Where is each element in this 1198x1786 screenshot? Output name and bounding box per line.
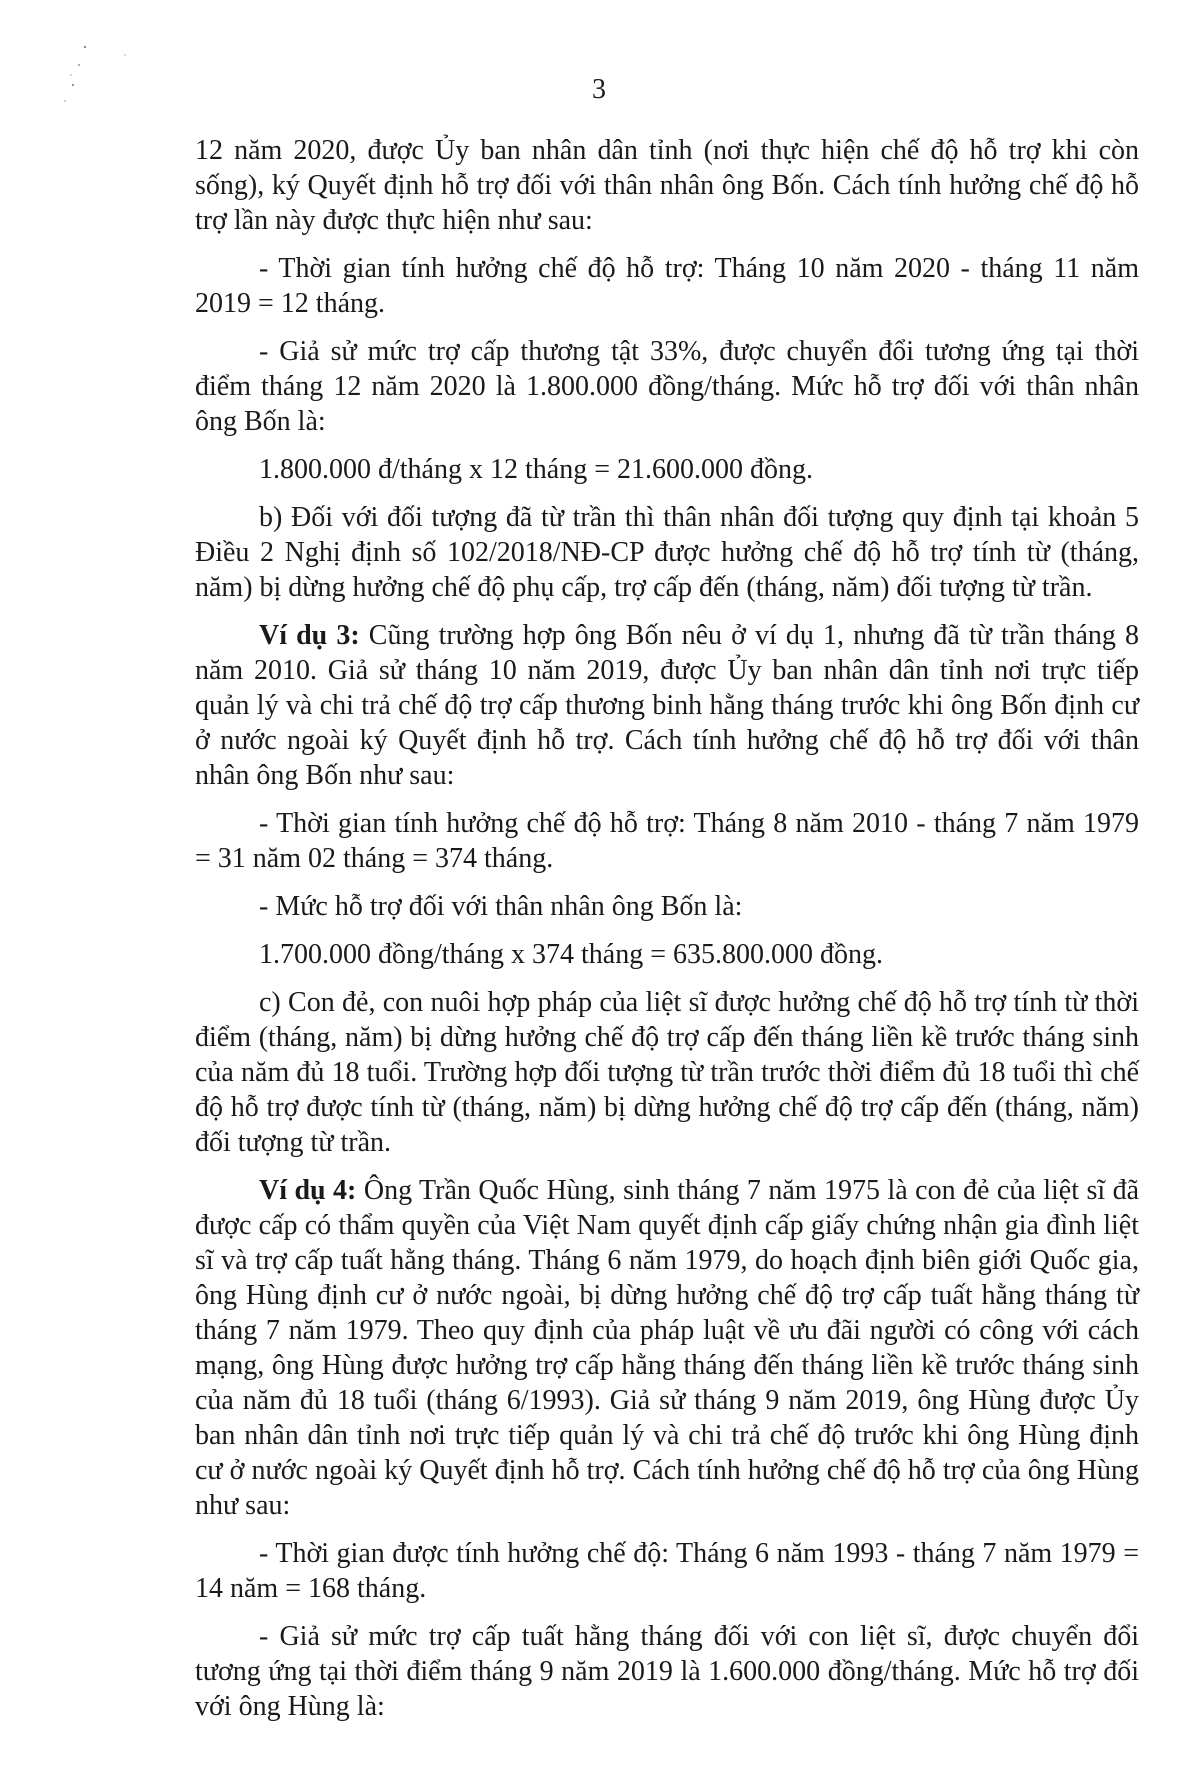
paragraph-text: c) Con đẻ, con nuôi hợp pháp của liệt sĩ được hưởng chế độ hỗ trợ tính từ thời điểm (tháng, năm) bị dừng hưởng chế độ trợ cấp đến tháng liền kề trước tháng sinh của năm đủ 18 tuổi. Trường hợp đối tượng từ trần trước thời điểm đủ 18 tuổi thì chế độ hỗ trợ được tính từ (tháng, năm) bị dừng hưởng chế độ trợ cấp đến (tháng, năm) đối tượng từ trần.	[195, 987, 1139, 1158]
paragraph-example-4	[195, 1173, 1139, 1523]
paragraph-section-b	[195, 500, 1139, 605]
paragraph-text: 1.700.000 đồng/tháng x 374 tháng = 635.800.000 đồng.	[259, 939, 883, 970]
paragraph-section-c	[195, 985, 1139, 1160]
page-number: 3	[592, 74, 606, 105]
paragraph-continuation	[195, 133, 1139, 238]
paragraph-text: - Thời gian tính hưởng chế độ hỗ trợ: Tháng 8 năm 2010 - tháng 7 năm 1979 = 31 năm 02 tháng = 374 tháng.	[195, 808, 1139, 874]
paragraph-text: - Giả sử mức trợ cấp thương tật 33%, được chuyển đổi tương ứng tại thời điểm tháng 12 năm 2020 là 1.800.000 đồng/tháng. Mức hỗ trợ đối với thân nhân ông Bốn là:	[195, 336, 1139, 437]
paragraph-example-3	[195, 618, 1139, 793]
paragraph-time-calc	[195, 1536, 1139, 1606]
paragraph-text: 12 năm 2020, được Ủy ban nhân dân tỉnh (nơi thực hiện chế độ hỗ trợ khi còn sống), ký Quyết định hỗ trợ đối với thân nhân ông Bốn. Cách tính hưởng chế độ hỗ trợ lần này được thực hiện như sau:	[195, 135, 1139, 236]
paragraph-text: 1.800.000 đ/tháng x 12 tháng = 21.600.000 đồng.	[259, 454, 813, 485]
paragraph-text: - Thời gian tính hưởng chế độ hỗ trợ: Tháng 10 năm 2020 - tháng 11 năm 2019 = 12 tháng.	[195, 253, 1139, 319]
paragraph-text: Ông Trần Quốc Hùng, sinh tháng 7 năm 1975 là con đẻ của liệt sĩ đã được cấp có thẩm quyền của Việt Nam quyết định cấp giấy chứng nhận gia đình liệt sĩ và trợ cấp tuất hằng tháng. Tháng 6 năm 1979, do hoạch định biên giới Quốc gia, ông Hùng định cư ở nước ngoài, bị dừng hưởng chế độ trợ cấp tuất hằng tháng từ tháng 7 năm 1979. Theo quy định của pháp luật về ưu đãi người có công với cách mạng, ông Hùng được hưởng trợ cấp hằng tháng đến tháng liền kề trước tháng sinh của năm đủ 18 tuổi (tháng 6/1993). Giả sử tháng 9 năm 2019, ông Hùng được Ủy ban nhân dân tỉnh nơi trực tiếp quản lý và chi trả chế độ trước khi ông Hùng định cư ở nước ngoài ký Quyết định hỗ trợ. Cách tính hưởng chế độ hỗ trợ của ông Hùng như sau:	[195, 1175, 1140, 1521]
paragraph-formula	[195, 937, 1139, 972]
paragraph-support-level	[195, 889, 1139, 924]
paragraph-formula	[195, 452, 1139, 487]
paragraph-text: Cũng trường hợp ông Bốn nêu ở ví dụ 1, nhưng đã từ trần tháng 8 năm 2010. Giả sử tháng 10 năm 2019, được Ủy ban nhân dân tỉnh nơi trực tiếp quản lý và chi trả chế độ trợ cấp thương binh hằng tháng trước khi ông Bốn định cư ở nước ngoài ký Quyết định hỗ trợ. Cách tính hưởng chế độ hỗ trợ đối với thân nhân ông Bốn như sau:	[195, 620, 1139, 791]
paragraph-text: - Thời gian được tính hưởng chế độ: Tháng 6 năm 1993 - tháng 7 năm 1979 = 14 năm = 168 tháng.	[195, 1538, 1139, 1604]
paragraph-time-calc	[195, 806, 1139, 876]
body-text	[195, 133, 1139, 1737]
paragraph-time-calc	[195, 251, 1139, 321]
paragraph-label: Ví dụ 4:	[259, 1175, 357, 1206]
paragraph-allowance-rate	[195, 1619, 1139, 1724]
paragraph-text: - Giả sử mức trợ cấp tuất hằng tháng đối với con liệt sĩ, được chuyển đổi tương ứng tại thời điểm tháng 9 năm 2019 là 1.600.000 đồng/tháng. Mức hỗ trợ đối với ông Hùng là:	[195, 1621, 1139, 1722]
paragraph-text: b) Đối với đối tượng đã từ trần thì thân nhân đối tượng quy định tại khoản 5 Điều 2 Nghị định số 102/2018/NĐ-CP được hưởng chế độ hỗ trợ tính từ (tháng, năm) bị dừng hưởng chế độ phụ cấp, trợ cấp đến (tháng, năm) đối tượng từ trần.	[195, 502, 1139, 603]
paragraph-label: Ví dụ 3:	[259, 620, 360, 651]
paragraph-allowance-rate	[195, 334, 1139, 439]
paragraph-text: - Mức hỗ trợ đối với thân nhân ông Bốn là:	[259, 891, 743, 922]
